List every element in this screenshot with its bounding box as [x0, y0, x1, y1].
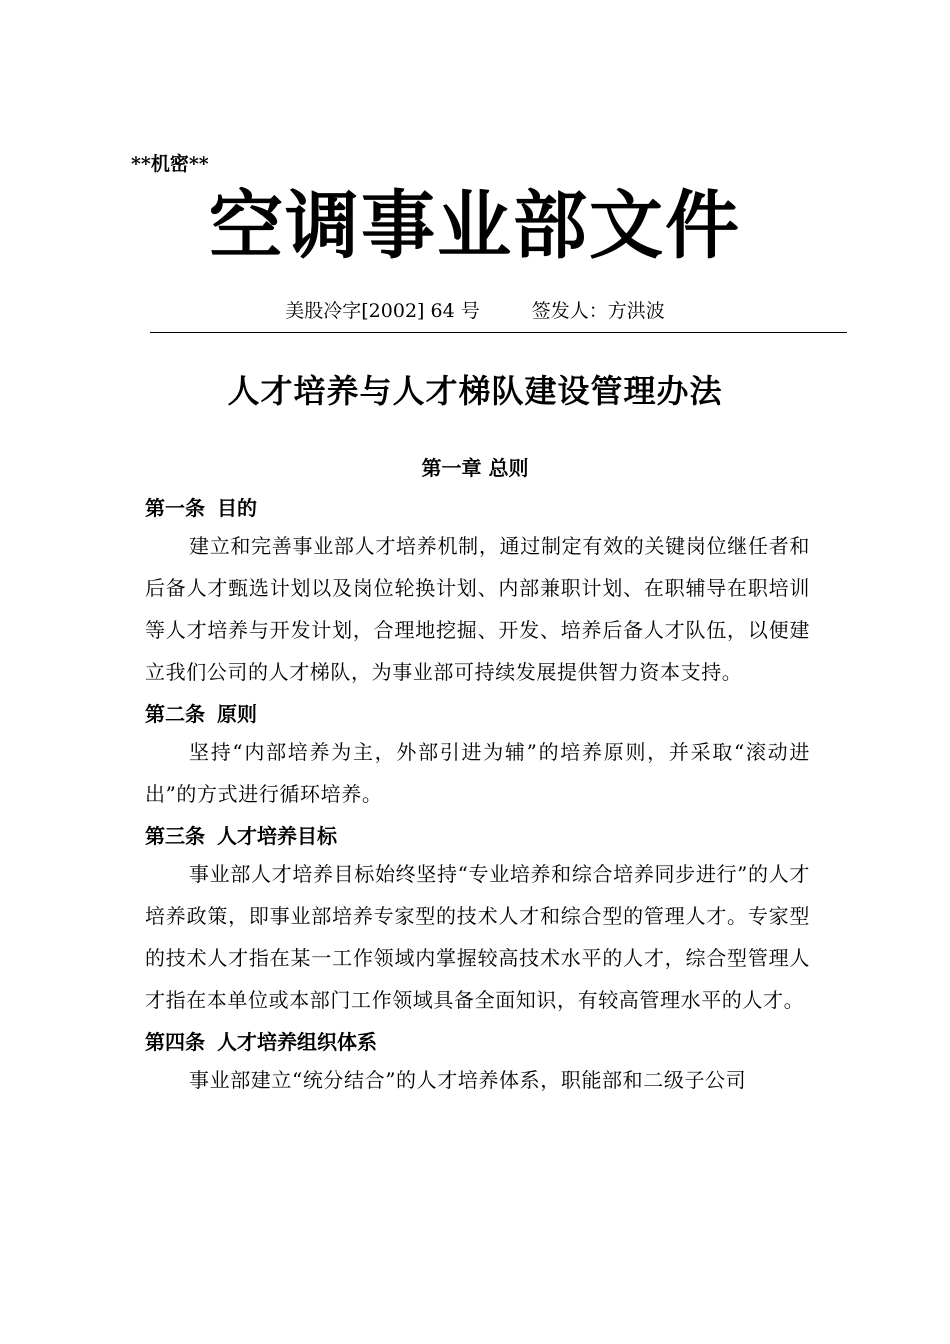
article-heading-text: 目的 — [217, 496, 257, 520]
article-number: 第二条 — [145, 702, 205, 726]
article-paragraph: 事业部人才培养目标始终坚持“专业培养和综合培养同步进行”的人才培养政策，即事业部培养专家型的技术人才和综合型的管理人才。专家型的技术人才指在某一工作领域内掌握较高技术水平的人才，综合型管理人才指在本单位或本部门工作领域具备全面知识，有较高管理水平的人才。 — [145, 862, 810, 1012]
document-title: 人才培养与人才梯队建设管理办法 — [227, 372, 723, 410]
document-body — [145, 491, 810, 1105]
article-number: 第三条 — [145, 824, 205, 848]
article-heading — [145, 697, 810, 731]
article-number: 第一条 — [145, 496, 205, 520]
document-meta-line — [0, 297, 950, 325]
article-2 — [145, 697, 810, 815]
article-heading — [145, 819, 810, 853]
article-number: 第四条 — [145, 1030, 205, 1054]
confidential-mark: **机密** — [131, 153, 209, 175]
article-heading-text: 人才培养组织体系 — [217, 1030, 377, 1054]
article-paragraph: 建立和完善事业部人才培养机制，通过制定有效的关键岗位继任者和后备人才甄选计划以及岗位轮换计划、内部兼职计划、在职辅导在职培训等人才培养与开发计划，合理地挖掘、开发、培养后备人才队伍，以便建立我们公司的人才梯队，为事业部可持续发展提供智力资本支持。 — [145, 534, 810, 684]
header-divider — [150, 332, 847, 333]
article-paragraph: 坚持“内部培养为主，外部引进为辅”的培养原则，并采取“滚动进出”的方式进行循环培养。 — [145, 740, 810, 806]
article-4 — [145, 1025, 810, 1101]
article-heading — [145, 491, 810, 525]
article-3 — [145, 819, 810, 1021]
article-heading — [145, 1025, 810, 1059]
issuer: 签发人：方洪波 — [531, 300, 665, 322]
article-heading-text: 人才培养目标 — [217, 824, 337, 848]
chapter-heading: 第一章 总则 — [421, 456, 529, 480]
article-paragraph: 事业部建立“统分结合”的人才培养体系，职能部和二级子公司 — [189, 1068, 747, 1092]
article-heading-text: 原则 — [217, 702, 257, 726]
article-1 — [145, 491, 810, 693]
document-header-title: 空调事业部文件 — [209, 183, 741, 269]
document-number: 美股冷字[2002] 64 号 — [285, 300, 480, 322]
